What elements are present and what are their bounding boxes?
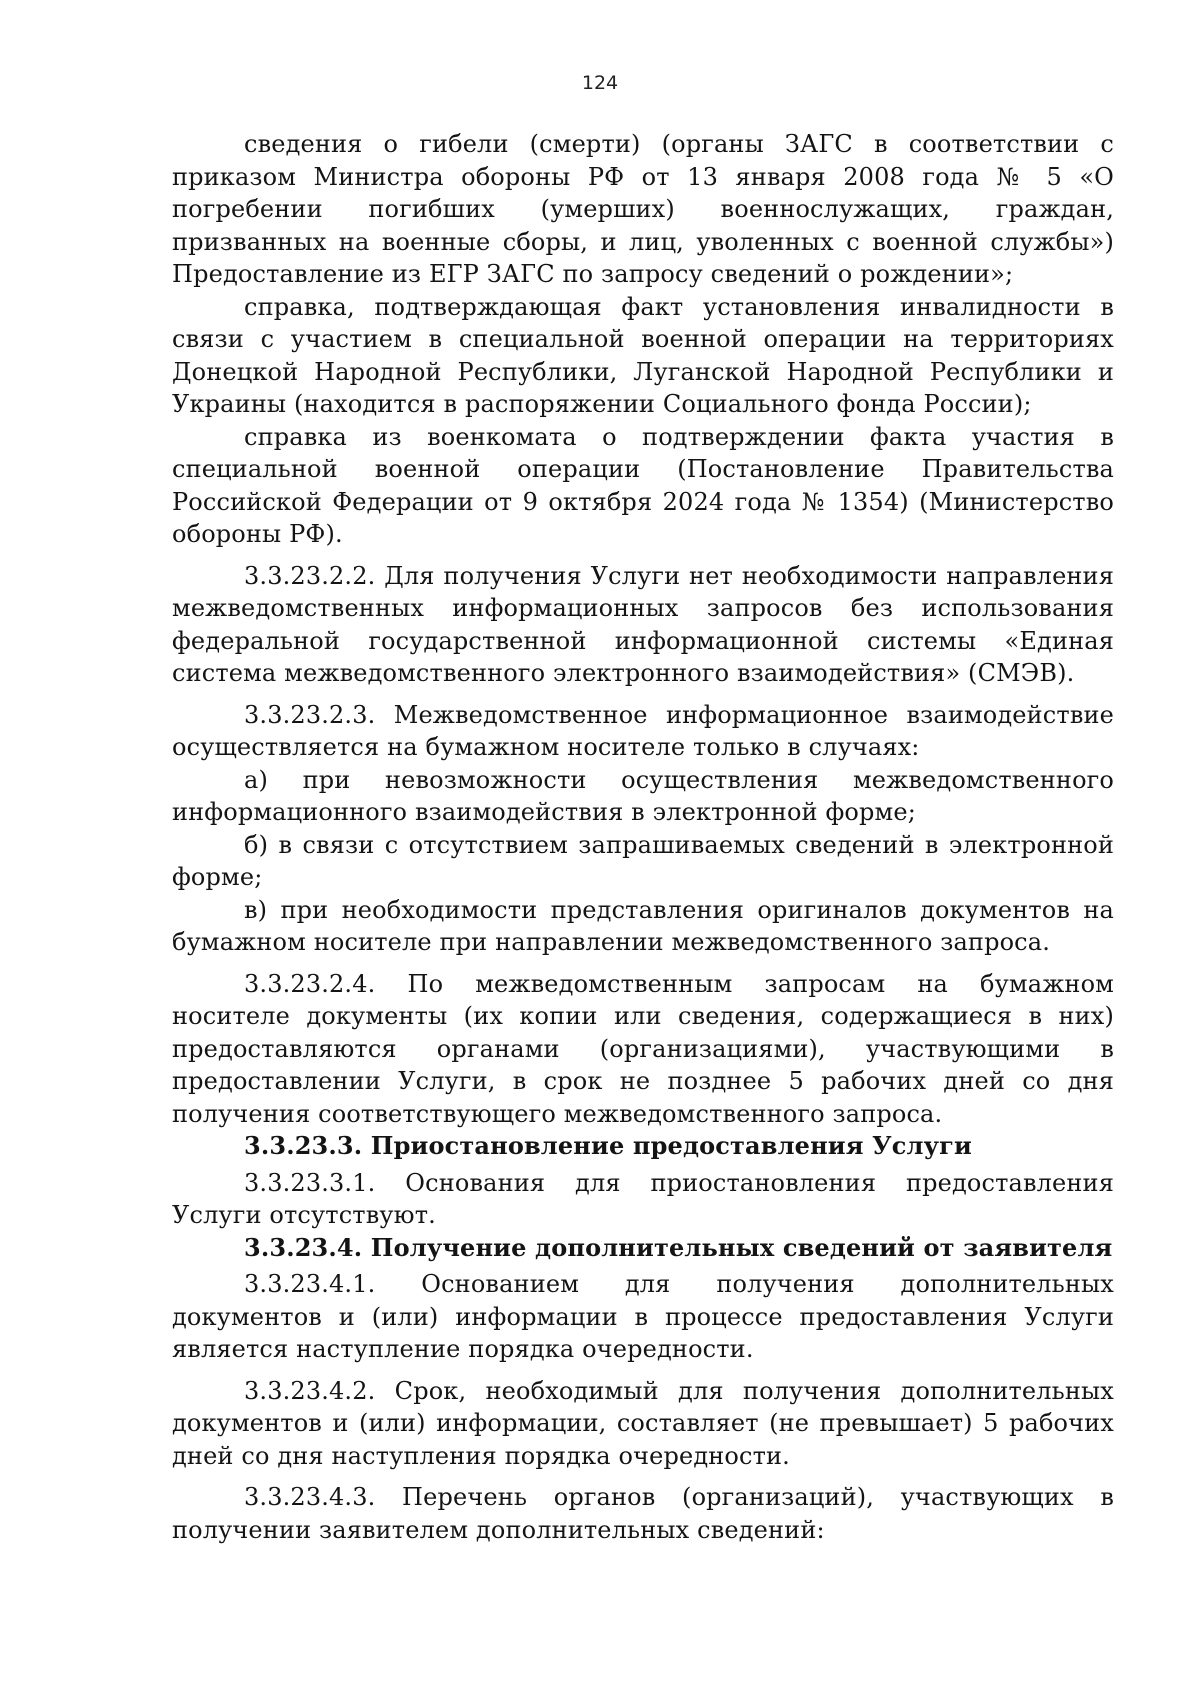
paragraph-3-3-23-4-1: 3.3.23.4.1. Основанием для получения дополнительных документов и (или) информации в процессе предоставления Услуги является наступление порядка очередности. (172, 1270, 1114, 1363)
section-heading-suspension: 3.3.23.3. Приостановление предоставления Услуги (244, 1131, 972, 1160)
paragraph-3-3-23-4-2: 3.3.23.4.2. Срок, необходимый для получения дополнительных документов и (или) информации, составляет (не превышает) 5 рабочих дней со дня наступления порядка очередности. (172, 1376, 1114, 1470)
list-item-b: б) в связи с отсутствием запрашиваемых сведений в электронной форме; (172, 830, 1114, 891)
paragraph-3-3-23-2-2: 3.3.23.2.2. Для получения Услуги нет необходимости направления межведомственных информационных запросов без использования федеральной государственной информационной системы «Единая система межведомственного электронного взаимодействия» (СМЭВ). (172, 561, 1114, 687)
paragraph-3-3-23-3-1: 3.3.23.3.1. Основания для приостановления предоставления Услуги отсутствуют. (172, 1168, 1114, 1229)
paragraph-disability-certificate: справка, подтверждающая факт установления инвалидности в связи с участием в специальной военной операции на территориях Донецкой Народной Республики, Луганской Народной Республики и Украины (находится в распоряжении Социального фонда России); (172, 292, 1114, 418)
paragraph-military-certificate: справка из военкомата о подтверждении факта участия в специальной военной операции (Постановление Правительства Российской Федерации от 9 октября 2024 года № 1354) (Министерство обороны РФ). (172, 422, 1114, 548)
list-item-c: в) при необходимости представления оригиналов документов на бумажном носителе при направлении межведомственного запроса. (172, 895, 1114, 956)
paragraph-3-3-23-2-3: 3.3.23.2.3. Межведомственное информационное взаимодействие осуществляется на бумажном носителе только в случаях: (172, 700, 1114, 761)
section-heading-additional-info: 3.3.23.4. Получение дополнительных сведений от заявителя (244, 1232, 1113, 1262)
paragraph-3-3-23-4-3: 3.3.23.4.3. Перечень органов (организаций), участвующих в получении заявителем дополнительных сведений: (172, 1483, 1114, 1544)
paragraph-zags-death-info: сведения о гибели (смерти) (органы ЗАГС в соответствии с приказом Министра обороны РФ от 13 января 2008 года № 5 «О погребении погибших (умерших) военнослужащих, граждан, призванных на военные сборы, и лиц, уволенных с военной службы») Предоставление из ЕГР ЗАГС по запросу сведений о рождении»; (172, 130, 1114, 288)
list-item-a: а) при невозможности осуществления межведомственного информационного взаимодействия в электронной форме; (172, 765, 1114, 826)
document-body (172, 128, 1114, 1546)
paragraph-3-3-23-2-4: 3.3.23.2.4. По межведомственным запросам на бумажном носителе документы (их копии или сведения, содержащиеся в них) предоставляются органами (организациями), участвующими в предоставлении Услуги, в срок не позднее 5 рабочих дней со дня получения соответствующего межведомственного запроса. (172, 969, 1114, 1128)
page-number: 124 (581, 72, 619, 94)
